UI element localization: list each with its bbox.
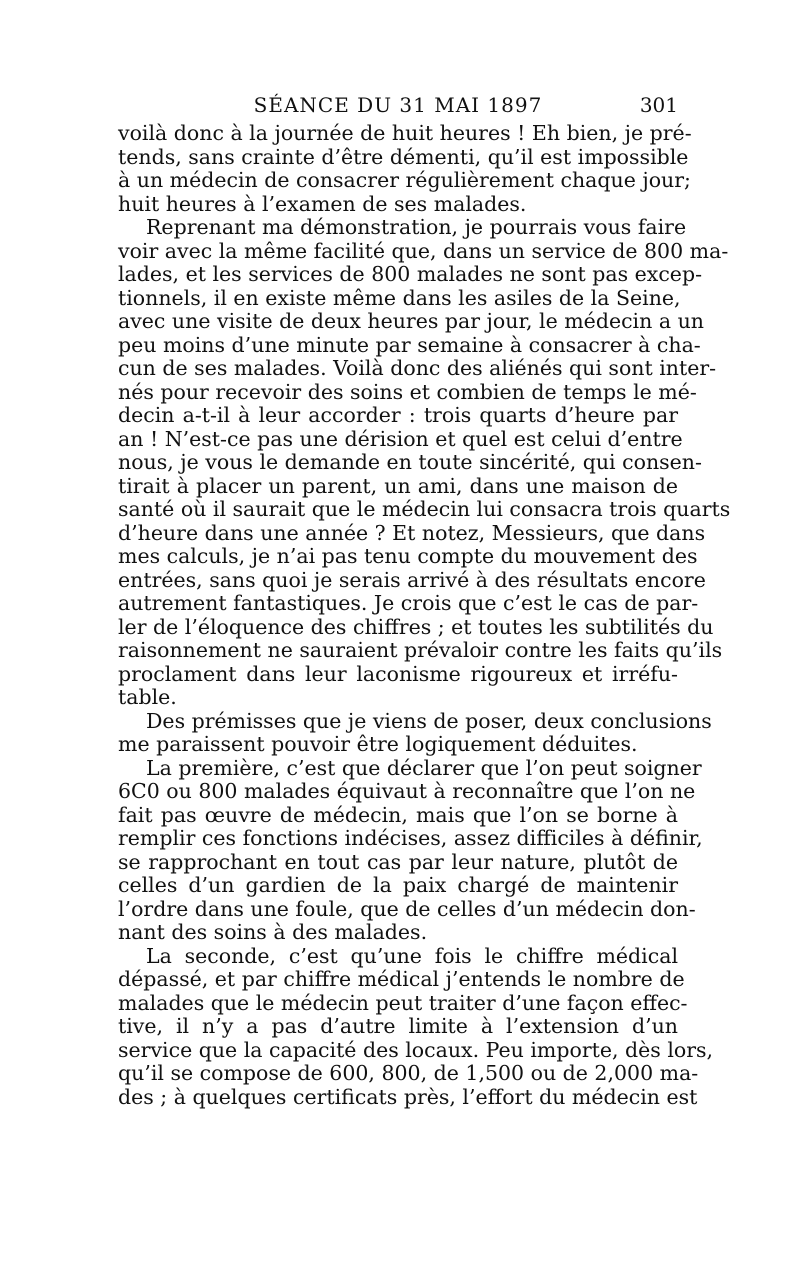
running-head [118, 88, 678, 122]
text-line: proclament dans leur laconisme rigoureux et irréfu- [118, 661, 678, 686]
text-line: tends, sans crainte d’être démenti, qu’il est impossible [118, 144, 689, 169]
text-line: des ; à quelques certificats près, l’effort du médecin est [118, 1084, 698, 1109]
text-line: an ! N’est-ce pas une dérision et quel est celui d’entre [118, 426, 683, 451]
text-line: dépassé, et par chiffre médical j’entends le nombre de [118, 967, 685, 991]
text-line: mes calculs, je n’ai pas tenu compte du mouvement des [118, 544, 698, 568]
running-title: SÉANCE DU 31 MAI 1897 [253, 93, 543, 117]
text-line: tionnels, il en existe même dans les asiles de la Seine, [118, 285, 681, 310]
text-line: voilà donc à la journée de huit heures ! Eh bien, je pré- [118, 121, 692, 145]
text-line: autrement fantastiques. Je crois que c’est le cas de par- [118, 591, 699, 615]
text-line: qu’il se compose de 600, 800, de 1,500 ou de 2,000 ma- [118, 1061, 699, 1085]
text-line: cun de ses malades. Voilà donc des aliénés qui sont inter- [118, 356, 717, 380]
text-line: Des prémisses que je viens de poser, deux conclusions [146, 708, 712, 733]
text-line: remplir ces fonctions indécises, assez difficiles à définir, [118, 826, 703, 850]
text-line: tirait à placer un parent, un ami, dans une maison de [118, 473, 678, 498]
text-line: La première, c’est que déclarer que l’on peut soigner [146, 755, 702, 780]
text-line: nant des soins à des malades. [118, 920, 428, 944]
text-line: raisonnement ne sauraient prévaloir contre les faits qu’ils [118, 638, 723, 662]
text-line: ler de l’éloquence des chiffres ; et toutes les subtilités du [118, 614, 714, 639]
text-line: Reprenant ma démonstration, je pourrais vous faire [146, 215, 687, 239]
text-line: entrées, sans quoi je serais arrivé à des résultats encore [118, 567, 706, 592]
text-body [118, 121, 731, 1109]
text-line: l’ordre dans une foule, que de celles d’un médecin don- [118, 896, 696, 921]
text-line: malades que le médecin peut traiter d’une façon effec- [118, 990, 688, 1015]
text-line: nous, je vous le demande en toute sincérité, qui consen- [118, 450, 702, 474]
text-line: service que la capacité des locaux. Peu importe, dès lors, [118, 1037, 714, 1062]
text-line: nés pour recevoir des soins et combien de temps le mé- [118, 379, 697, 404]
text-line: peu moins d’une minute par semaine à consacrer à cha- [118, 332, 701, 357]
page-number: 301 [639, 93, 678, 117]
text-line: avec une visite de deux heures par jour, le médecin a un [118, 309, 704, 333]
text-line: à un médecin de consacrer régulièrement chaque jour; [118, 168, 691, 192]
text-line: lades, et les services de 800 malades ne sont pas excep- [118, 262, 702, 286]
text-line: celles d’un gardien de la paix chargé de maintenir [118, 873, 678, 897]
text-line: 6C0 ou 800 malades équivaut à reconnaître que l’on ne [118, 779, 696, 803]
text-line: table. [118, 685, 177, 709]
text-line: fait pas œuvre de médecin, mais que l’on se borne à [118, 802, 678, 827]
text-line: se rapprochant en tout cas par leur nature, plutôt de [118, 849, 678, 874]
text-line: La seconde, c’est qu’une fois le chiffre médical [146, 943, 678, 968]
text-line: voir avec la même facilité que, dans un service de 800 ma- [118, 238, 729, 263]
text-line: huit heures à l’examen de ses malades. [118, 191, 527, 216]
book-page [118, 88, 731, 1109]
text-line: tive, il n’y a pas d’autre limite à l’extension d’un [118, 1014, 678, 1038]
text-line: decin a-t-il à leur accorder : trois quarts d’heure par [118, 403, 678, 427]
text-line: d’heure dans une année ? Et notez, Messieurs, que dans [118, 520, 706, 545]
text-line: santé où il saurait que le médecin lui consacra trois quarts [118, 497, 731, 521]
text-line: me paraissent pouvoir être logiquement déduites. [118, 732, 638, 756]
